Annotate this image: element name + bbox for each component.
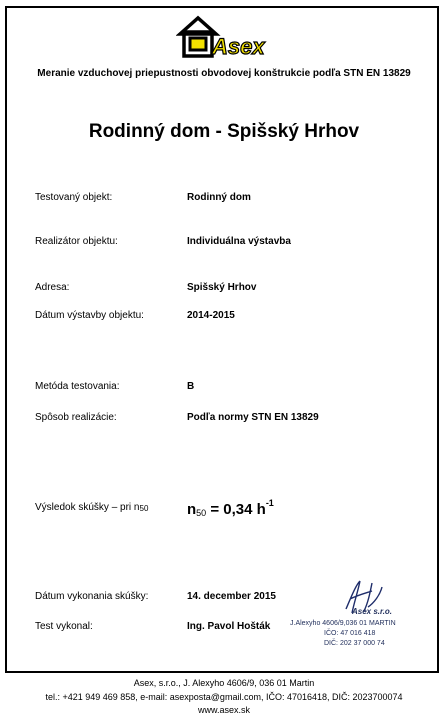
svg-text:Asex: Asex bbox=[212, 34, 265, 59]
document-title: Rodinný dom - Spišský Hrhov bbox=[88, 121, 360, 142]
address-label: Adresa: bbox=[35, 282, 70, 293]
contractor-value: Individuálna výstavba bbox=[187, 236, 291, 247]
method-value: B bbox=[187, 381, 195, 392]
build-date-value: 2014-2015 bbox=[187, 310, 235, 321]
tested-object-value: Rodinný dom bbox=[187, 192, 251, 203]
performed-by-label: Test vykonal: bbox=[35, 621, 93, 632]
tested-object-label: Testovaný objekt: bbox=[35, 192, 113, 203]
document-frame bbox=[5, 6, 439, 673]
footer-address: Asex, s.r.o., J. Alexyho 4606/9, 036 01 Martin bbox=[133, 678, 315, 688]
realization-label: Spôsob realizácie: bbox=[35, 412, 117, 423]
footer-contact: tel.: +421 949 469 858, e-mail: asexposta@gmail.com, IČO: 47016418, DIČ: 2023700074 bbox=[45, 692, 403, 702]
company-stamp bbox=[290, 577, 440, 657]
test-date-value: 14. december 2015 bbox=[187, 591, 276, 602]
result-value: $n_{50} = 0,34$ $h^{-1}$ bbox=[187, 498, 274, 518]
result-label: Výsledok skúšky – pri n50 bbox=[35, 502, 149, 513]
stamp-dic: DIČ: 202 37 000 74 bbox=[324, 640, 385, 647]
footer-website[interactable]: www.asex.sk bbox=[197, 705, 250, 715]
stamp-company: Asex s.r.o. bbox=[352, 607, 393, 616]
asex-logo bbox=[176, 10, 272, 62]
build-date-label: Dátum výstavby objektu: bbox=[35, 310, 144, 321]
address-value: Spišský Hrhov bbox=[187, 282, 257, 293]
test-date-label: Dátum vykonania skúšky: bbox=[35, 591, 149, 602]
realization-value: Podľa normy STN EN 13829 bbox=[187, 412, 319, 423]
performed-by-value: Ing. Pavol Hošták bbox=[187, 621, 271, 632]
document-subtitle: Meranie vzduchovej priepustnosti obvodovej konštrukcie podľa STN EN 13829 bbox=[37, 68, 411, 79]
contractor-label: Realizátor objektu: bbox=[35, 236, 118, 247]
method-label: Metóda testovania: bbox=[35, 381, 120, 392]
stamp-address: J.Alexyho 4606/9,036 01 MARTIN bbox=[290, 620, 396, 627]
stamp-ico: IČO: 47 016 418 bbox=[324, 630, 376, 637]
